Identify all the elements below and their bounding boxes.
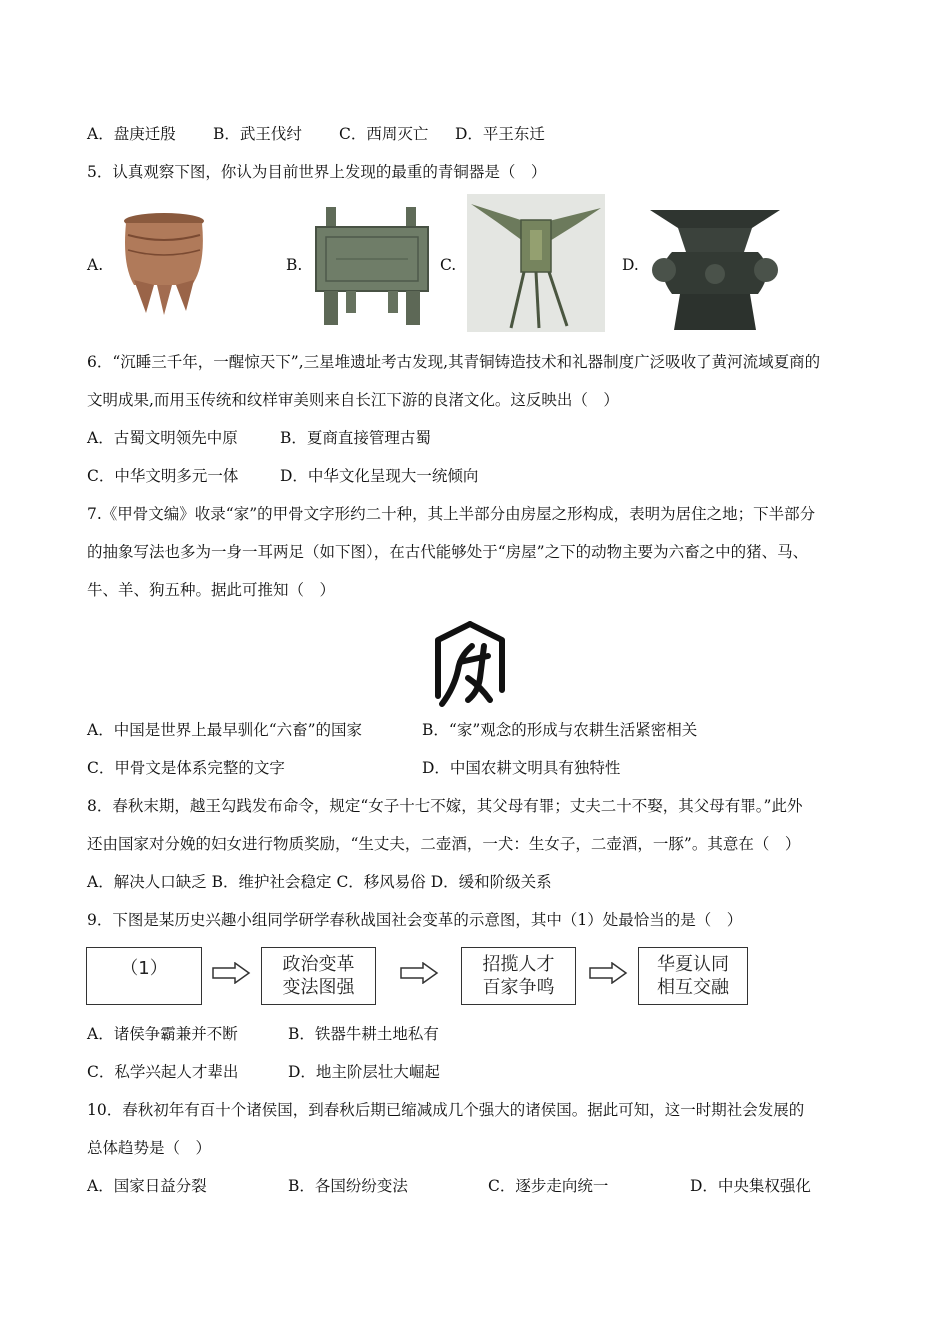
q10-option-d: D．中央集权强化: [690, 1177, 811, 1195]
q8-stem-line-1: 8．春秋末期，越王勾践发布命令，规定“女子十七不嫁，其父母有罪；丈夫二十不娶，其父母有罪。”此外: [87, 797, 803, 815]
q6-option-d: D．中华文化呈现大一统倾向: [280, 467, 479, 485]
q7-option-b: B．“家”观念的形成与农耕生活紧密相关: [422, 721, 698, 739]
q9-option-a: A．诸侯争霸兼并不断: [87, 1025, 238, 1043]
flow-box-2: [261, 947, 376, 1005]
flow-box-1: [86, 947, 202, 1005]
flow-box-3: [461, 947, 576, 1005]
four-ram-zun-image: [648, 200, 782, 332]
q7-option-a: A．中国是世界上最早驯化“六畜”的国家: [87, 721, 363, 739]
q8-stem-line-2: 还由国家对分娩的妇女进行物质奖励，“生丈夫，二壶酒，一犬：生女子，二壶酒，一豚”。其意在（ ）: [87, 835, 801, 853]
q9-option-b: B．铁器牛耕土地私有: [288, 1025, 439, 1043]
q8-options: A．解决人口缺乏 B．维护社会稳定 C．移风易俗 D．缓和阶级关系: [87, 873, 552, 891]
q7-stem-line-2: 的抽象写法也多为一身一耳两足（如下图），在古代能够处于“房屋”之下的动物主要为六畜之中的猪、马、: [87, 543, 809, 561]
flow-box-4-line-2: 相互交融: [657, 977, 729, 998]
houmuwu-ding-image: [312, 205, 432, 327]
q6-stem-line-1: 6．“沉睡三千年，一醒惊天下”,三星堆遗址考古发现,其青铜铸造技术和礼器制度广泛吸收了黄河流域夏商的: [87, 353, 821, 371]
q6-option-b: B．夏商直接管理古蜀: [280, 429, 431, 447]
flow-box-4: [638, 947, 748, 1005]
q6-option-a: A．古蜀文明领先中原: [87, 429, 238, 447]
q5-stem: 5．认真观察下图，你认为目前世界上发现的最重的青铜器是（ ）: [87, 163, 547, 181]
q9-stem: 9．下图是某历史兴趣小组同学研学春秋战国社会变革的示意图，其中（1）处最恰当的是（ ）: [87, 911, 743, 929]
q6-stem-line-2: 文明成果,而用玉传统和纹样审美则来自长江下游的良渚文化。这反映出（ ）: [87, 391, 619, 409]
q7-option-c: C．甲骨文是体系完整的文字: [87, 759, 285, 777]
flow-arrow-1-icon: [211, 962, 251, 984]
flow-box-3-line-1: 招揽人才: [482, 954, 555, 975]
q9-option-d: D．地主阶层壮大崛起: [288, 1063, 440, 1081]
q5-label-d: D.: [622, 256, 639, 274]
q7-option-d: D．中国农耕文明具有独特性: [422, 759, 621, 777]
flow-box-2-line-2: 变法图强: [282, 977, 355, 998]
q10-stem-line-2: 总体趋势是（ ）: [87, 1139, 212, 1157]
q5-label-c: C.: [440, 256, 457, 274]
flow-arrow-2-icon: [399, 962, 439, 984]
flow-box-2-line-1: 政治变革: [282, 954, 355, 975]
q10-stem-line-1: 10．春秋初年有百十个诸侯国，到春秋后期已缩减成几个强大的诸侯国。据此可知，这一时期社会发展的: [87, 1101, 805, 1119]
bronze-jue-image: [467, 194, 605, 332]
flow-arrow-3-icon: [588, 962, 628, 984]
q6-option-c: C．中华文明多元一体: [87, 467, 239, 485]
q7-stem-line-3: 牛、羊、狗五种。据此可推知（ ）: [87, 581, 336, 599]
oracle-bone-jia-character-image: [424, 618, 516, 710]
clay-tripod-li-image: [112, 205, 217, 317]
q10-option-c: C．逐步走向统一: [488, 1177, 609, 1195]
q4-option-a: A．盘庚迁殷: [87, 125, 176, 143]
q9-option-c: C．私学兴起人才辈出: [87, 1063, 239, 1081]
q10-option-a: A．国家日益分裂: [87, 1177, 207, 1195]
flow-box-4-line-1: 华夏认同: [657, 954, 729, 975]
q5-label-b: B.: [286, 256, 303, 274]
q5-label-a: A.: [87, 256, 104, 274]
q4-option-b: B．武王伐纣: [213, 125, 302, 143]
q4-option-d: D．平王东迁: [455, 125, 545, 143]
q4-option-c: C．西周灭亡: [339, 125, 429, 143]
flow-box-1-label: （1）: [120, 957, 168, 979]
q10-option-b: B．各国纷纷变法: [288, 1177, 408, 1195]
q7-stem-line-1: 7.《甲骨文编》收录“家”的甲骨文字形约二十种，其上半部分由房屋之形构成，表明为居住之地；下半部分: [87, 505, 816, 523]
flow-box-3-line-2: 百家争鸣: [482, 977, 555, 998]
